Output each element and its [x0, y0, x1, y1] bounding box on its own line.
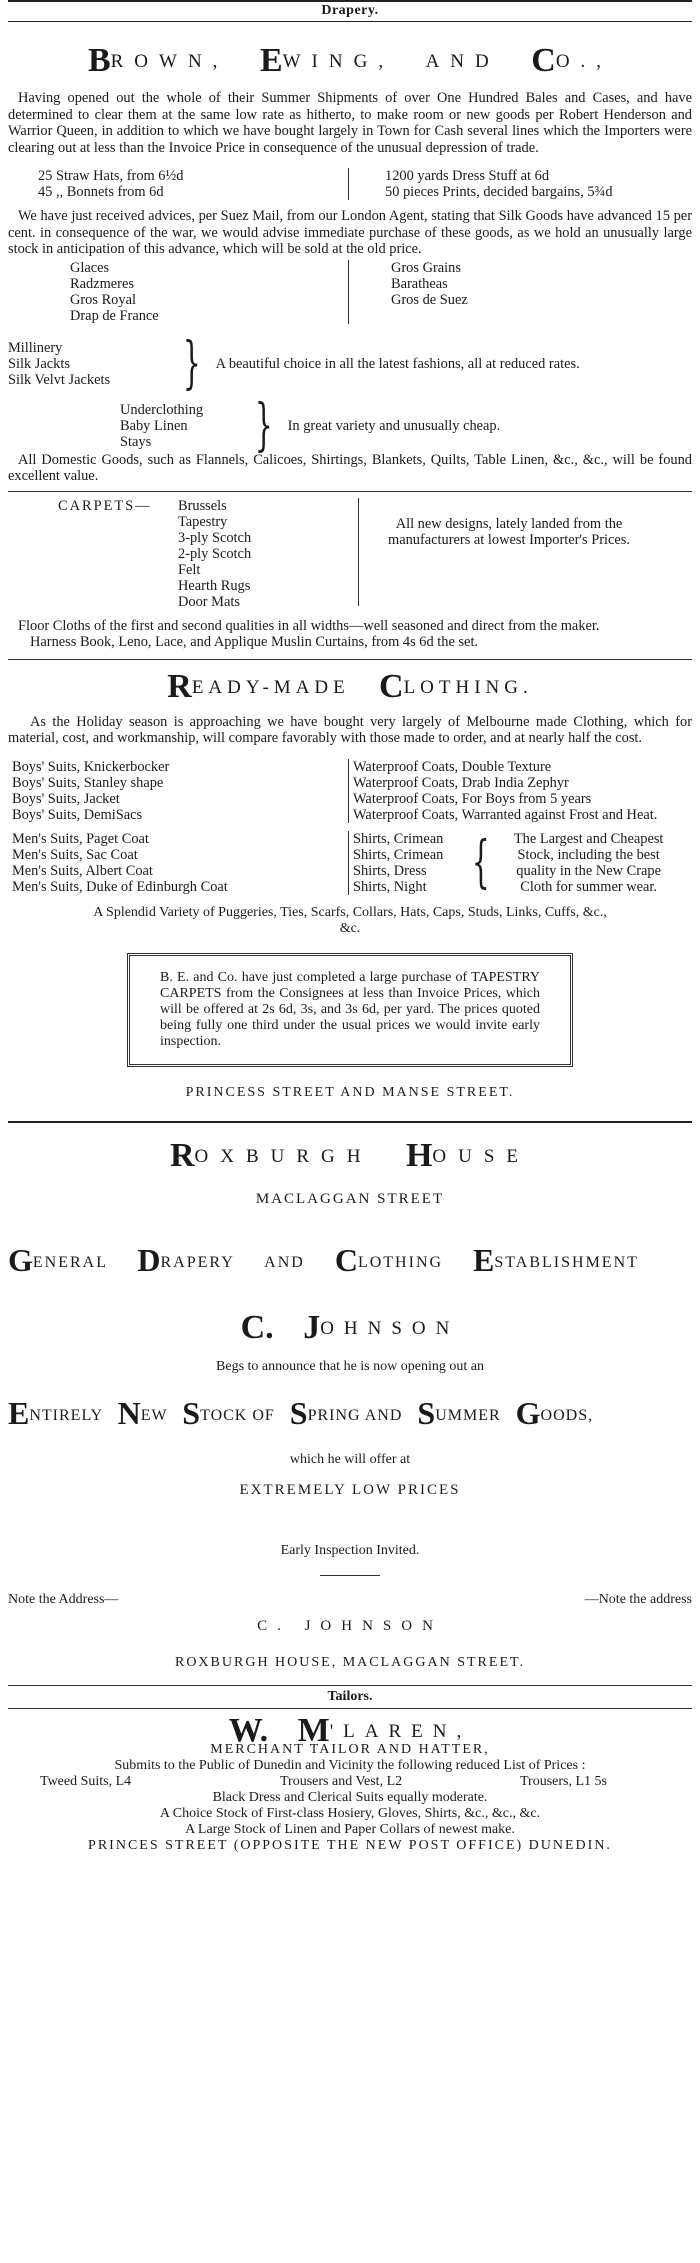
title-rest: 'LAREN, — [329, 1720, 472, 1742]
silks-list — [8, 260, 692, 324]
address-line: PRINCESS STREET AND MANSE STREET. — [185, 1084, 515, 1100]
list-item: Boys' Suits, Knickerbocker — [12, 758, 170, 775]
title-rest: ENERAL — [32, 1253, 108, 1271]
begs-line: Begs to announce that he is now opening out an — [216, 1358, 484, 1374]
maclaggan-street: MACLAGGAN STREET — [255, 1190, 445, 1207]
list-item: Drap de France — [70, 307, 159, 324]
list-item: Waterproof Coats, Warranted against Frost and Heat. — [353, 806, 658, 823]
list-item: Silk Jackts — [8, 355, 70, 372]
list-item: Stays — [120, 433, 152, 450]
harness-paragraph: Harness Book, Leno, Lace, and Applique Muslin Curtains, from 4s 6d the set. — [30, 634, 479, 650]
puggeries-line: A Splendid Variety of Puggeries, Ties, Scarfs, Collars, Hats, Caps, Studs, Links, Cuffs, &c., &c. — [93, 904, 607, 936]
list-item: Felt — [178, 561, 201, 578]
silk-paragraph: We have just received advices, per Suez Mail, from our London Agent, stating that Silk Goods have advanced 15 per cent. in consequence of the war, we would advise immediate purchase of these goods, as we hold an unusually large stock in anticipation of this advance, which will be sold at the old price. — [8, 208, 692, 257]
low-prices-line: EXTREMELY LOW PRICES — [239, 1481, 461, 1498]
title-rest: PRING AND — [307, 1406, 403, 1424]
title-rest: EADY-MADE — [191, 676, 350, 698]
list-item: Tapestry — [178, 513, 228, 530]
divider — [320, 1575, 380, 1576]
title-cap: S — [289, 1394, 308, 1431]
list-item: Waterproof Coats, Double Texture — [353, 758, 552, 775]
list-item: Gros Grains — [391, 259, 461, 276]
title-cap: D — [137, 1241, 161, 1278]
title-rest: OODS, — [540, 1406, 594, 1424]
title-rest: NTIRELY — [29, 1406, 103, 1424]
firm-title — [8, 42, 692, 80]
title-rest: OHNSON — [320, 1317, 460, 1339]
brace-icon: } — [254, 392, 273, 458]
list-item: Shirts, Crimean — [353, 830, 444, 847]
mens-shirts-list — [8, 831, 692, 895]
list-item: Boys' Suits, DemiSacs — [12, 806, 143, 823]
list-item: Glaces — [70, 259, 110, 276]
title-rest: EW — [140, 1406, 168, 1424]
divider — [8, 659, 692, 660]
list-item: Baratheas — [391, 275, 448, 292]
list-item: Trousers, L1 5s — [520, 1773, 607, 1789]
tailor-prices — [8, 1774, 692, 1790]
title-cap: R — [169, 1136, 195, 1174]
title-cap: S — [417, 1394, 436, 1431]
list-item: 25 Straw Hats, from 6½d — [38, 168, 184, 184]
list-item: 2-ply Scotch — [178, 545, 252, 562]
section-header-drapery: Drapery. — [8, 0, 692, 22]
title-cap: G — [515, 1394, 541, 1431]
list-item: Brussels — [178, 497, 227, 514]
list-item: Underclothing — [120, 401, 204, 418]
list-item: Men's Suits, Albert Coat — [12, 862, 153, 879]
list-item: Shirts, Night — [353, 878, 427, 895]
note-right: —Note the address — [584, 1591, 692, 1607]
hats-list — [8, 168, 692, 200]
list-item: Men's Suits, Duke of Edinburgh Coat — [12, 878, 228, 895]
list-item: Gros Royal — [70, 291, 136, 308]
note-address-row — [8, 1592, 692, 1608]
list-item: Shirts, Crimean — [353, 846, 444, 863]
list-item: Shirts, Dress — [353, 862, 427, 879]
note-left: Note the Address— — [8, 1591, 119, 1607]
title-cap: G — [8, 1241, 33, 1278]
tailor-black: Black Dress and Clerical Suits equally moderate. — [212, 1789, 488, 1805]
carpets-label: CARPETS— — [58, 497, 152, 514]
list-item: 45 ,, Bonnets from 6d — [38, 184, 164, 200]
tailor-choice: A Choice Stock of First-class Hosiery, Gloves, Shirts, &c., &c., &c. — [159, 1805, 541, 1821]
general-title — [8, 1242, 692, 1279]
divider — [8, 1685, 692, 1686]
list-item: Hearth Rugs — [178, 577, 251, 594]
title-cap: E — [473, 1241, 495, 1278]
section-header-tailors: Tailors. — [327, 1688, 373, 1704]
title-rest: OUSE — [432, 1145, 531, 1167]
title-rest: O., — [555, 51, 613, 72]
title-cap: R — [167, 667, 192, 705]
list-item: Men's Suits, Paget Coat — [12, 830, 149, 847]
list-item: Men's Suits, Sac Coat — [12, 846, 138, 863]
list-item: Silk Velvt Jackets — [8, 371, 111, 388]
list-item: Tweed Suits, L4 — [40, 1773, 132, 1789]
title-cap: C — [334, 1241, 358, 1278]
title-rest: WING, — [282, 51, 395, 72]
inspection-line: Early Inspection Invited. — [280, 1542, 420, 1558]
title-rest: OXBURGH — [194, 1145, 373, 1167]
suits-waterproof-list — [8, 759, 692, 823]
brace-icon: } — [182, 330, 201, 396]
list-item: Baby Linen — [120, 417, 188, 434]
newspaper-page — [8, 0, 692, 1854]
title-cap: M — [297, 1711, 330, 1749]
tailor-subtitle: MERCHANT TAILOR AND HATTER, — [210, 1741, 490, 1757]
millinery-note: A beautiful choice in all the latest fashions, all at reduced rates. — [215, 355, 580, 372]
list-item: Radzmeres — [70, 275, 134, 292]
list-item: Boys' Suits, Stanley shape — [12, 774, 164, 791]
offer-line: which he will offer at — [289, 1451, 411, 1467]
title-cap: S — [182, 1394, 201, 1431]
divider — [8, 1121, 692, 1123]
clothing-paragraph: As the Holiday season is approaching we have bought very largely of Melbourne made Clothing, which for material, cost, and workmanship, will compare favorably with those made to order, and at nearly half the cost. — [8, 713, 692, 746]
title-rest: AND — [264, 1253, 305, 1271]
tailor-linen: A Large Stock of Linen and Paper Collars of newest make. — [185, 1821, 515, 1837]
title-cap: H — [405, 1136, 433, 1174]
list-item: Millinery — [8, 339, 63, 356]
list-item: Door Mats — [178, 593, 240, 610]
underclothing-note: In great variety and unusually cheap. — [287, 417, 501, 434]
title-rest: TOCK OF — [200, 1406, 275, 1424]
title-cap: E — [259, 42, 283, 79]
title-cap: E — [8, 1394, 30, 1431]
title-cap: C — [531, 42, 556, 79]
title-rest: ROWN, — [110, 51, 229, 72]
entirely-title — [8, 1395, 692, 1432]
list-item: 3-ply Scotch — [178, 529, 252, 546]
underclothing-group — [120, 392, 692, 458]
list-item: 1200 yards Dress Stuff at 6d — [385, 168, 550, 184]
carpets-group — [58, 498, 692, 610]
carpets-note: All new designs, lately landed from the manufacturers at lowest Importer's Prices. — [388, 515, 630, 548]
floorcloth-paragraph: Floor Cloths of the first and second qualities in all widths—well seasoned and direct from the maker. — [18, 617, 600, 634]
title-rest: LOTHING. — [403, 676, 533, 698]
title-rest: STABLISHMENT — [494, 1253, 639, 1271]
list-item: 50 pieces Prints, decided bargains, 5¾d — [385, 184, 613, 200]
list-item: Trousers and Vest, L2 — [280, 1773, 403, 1789]
johnson-name: C. JOHNSON — [257, 1617, 443, 1634]
title-cap: C — [379, 667, 404, 705]
title-cap: J — [303, 1308, 321, 1346]
tailor-submit: Submits to the Public of Dunedin and Vicinity the following reduced List of Prices : — [114, 1757, 586, 1773]
list-item: Boys' Suits, Jacket — [12, 790, 120, 807]
domestic-paragraph: All Domestic Goods, such as Flannels, Calicoes, Shirtings, Blankets, Quilts, Table Linen, &c., &c., will be found excellent value. — [8, 451, 692, 484]
address-line: ROXBURGH HOUSE, MACLAGGAN STREET. — [174, 1654, 526, 1670]
title-rest: AND — [425, 51, 500, 72]
carpets-box: B. E. and Co. have just completed a large purchase of TAPESTRY CARPETS from the Consignees at less than Invoice Prices, which will be offered at 2s 6d, 3s, and 3s 6d, per yard. The prices quoted being fully one third under the usual prices we would invite early inspection. — [127, 953, 573, 1067]
divider — [8, 1708, 692, 1709]
shirts-note: The Largest and Cheapest Stock, including the best quality in the New Crape Cloth for summer wear. — [513, 830, 664, 895]
millinery-group — [8, 330, 692, 396]
divider — [8, 491, 692, 492]
title-cap: W. — [228, 1711, 269, 1749]
title-cap: B — [87, 42, 111, 79]
list-item: Waterproof Coats, Drab India Zephyr — [353, 774, 569, 791]
clothing-title — [8, 668, 692, 706]
johnson-title — [8, 1309, 692, 1347]
title-cap: N — [117, 1394, 141, 1431]
title-rest: LOTHING — [357, 1253, 444, 1271]
tailor-address: PRINCES STREET (OPPOSITE THE NEW POST OFFICE) DUNEDIN. — [88, 1837, 612, 1853]
title-rest: UMMER — [435, 1406, 501, 1424]
list-item: Waterproof Coats, For Boys from 5 years — [353, 790, 592, 807]
title-rest: RAPERY — [160, 1253, 235, 1271]
brace-icon: { — [471, 829, 490, 895]
title-cap: C. — [240, 1308, 274, 1346]
roxburgh-title — [8, 1137, 692, 1175]
intro-paragraph: Having opened out the whole of their Summer Shipments of over One Hundred Bales and Cases, and have determined to clear them at the same low rate as hitherto, to make room or new goods per Robert Henderson and Warrior Queen, in addition to which we have bought largely in Town for Cash several lines which the Importers were clearing out at less than the Invoice Price in consequence of the unusual depression of trade. — [8, 90, 692, 156]
list-item: Gros de Suez — [391, 291, 468, 308]
